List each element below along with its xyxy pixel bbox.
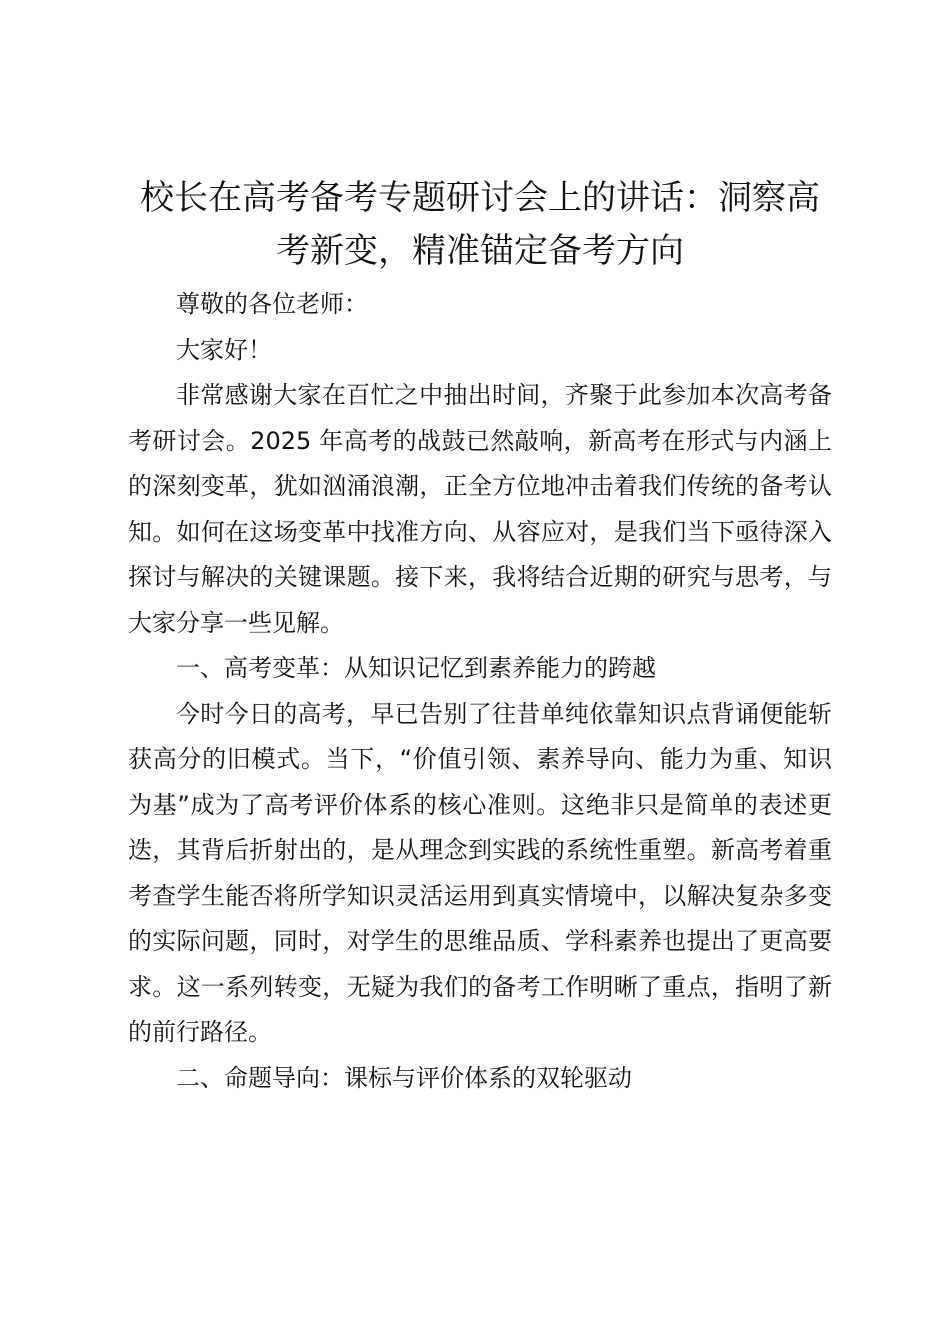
document-body — [128, 282, 832, 1101]
salutation: 尊敬的各位老师： — [176, 290, 368, 318]
section-2-heading: 二、命题导向：课标与评价体系的双轮驱动 — [176, 1063, 632, 1092]
section-1-heading: 一、高考变革：从知识记忆到素养能力的跨越 — [176, 654, 656, 682]
intro-paragraph: 非常感谢大家在百忙之中抽出时间，齐聚于此参加本次高考备考研讨会。2025 年高考的战鼓已然敲响，新高考在形式与内涵上的深刻变革，犹如汹涌浪潮，正全方位地冲击着我们传统的备考认知。如何在这场变革中找准方向、从容应对，是我们当下亟待深入探讨与解决的关键课题。接下来，我将结合近期的研究与思考，与大家分享一些见解。 — [128, 381, 832, 637]
greeting: 大家好！ — [176, 335, 272, 364]
document-page — [128, 172, 832, 1101]
section-1-paragraph: 今时今日的高考，早已告别了往昔单纯依靠知识点背诵便能斩获高分的旧模式。当下，“价值引领、素养导向、能力为重、知识为基”成为了高考评价体系的核心准则。这绝非只是简单的表述更迭，其背后折射出的，是从理念到实践的系统性重塑。新高考着重考查学生能否将所学知识灵活运用到真实情境中，以解决复杂多变的实际问题，同时，对学生的思维品质、学科素养也提出了更高要求。这一系列转变，无疑为我们的备考工作明晰了重点，指明了新的前行路径。 — [128, 699, 832, 1046]
document-title: 校长在高考备考专题研讨会上的讲话：洞察高考新变，精准锚定备考方向 — [140, 178, 820, 271]
